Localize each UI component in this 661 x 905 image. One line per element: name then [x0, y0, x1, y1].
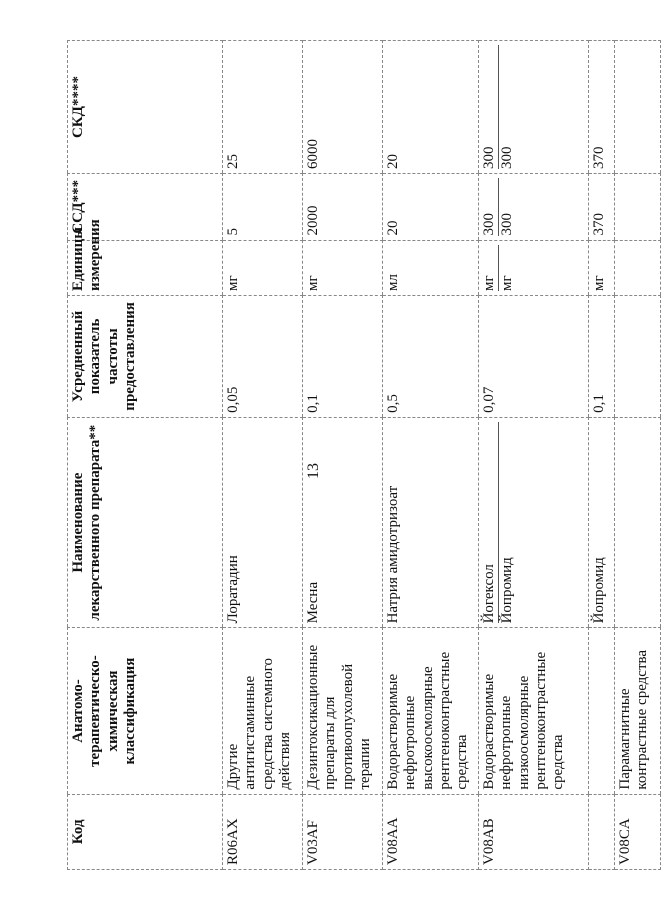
table-row	[615, 41, 661, 870]
row-drug-name: Натрия амидотризоат	[383, 417, 479, 628]
row-skd: 20	[383, 41, 479, 174]
row-skd	[479, 41, 589, 174]
row-code: V08AA	[383, 794, 479, 869]
row-code: R06AX	[223, 794, 303, 869]
table-container	[67, 40, 651, 870]
table-row	[589, 41, 615, 870]
skd-item: 300	[481, 146, 497, 170]
row-code: V03AF	[303, 794, 383, 869]
header-skd: СКД****	[68, 41, 223, 174]
row-ssd	[479, 174, 589, 240]
row-freq: 0,07	[479, 295, 589, 417]
row-drug-name: Месна	[303, 417, 383, 628]
page-number: 13	[305, 463, 322, 479]
header-freq: Усредненный показатель частоты предоставления	[68, 295, 223, 417]
row-skd	[615, 41, 661, 174]
row-unit	[479, 240, 589, 295]
drug-table	[67, 40, 661, 870]
row-atc: Дезинтоксикационные препараты для противоопухолевой терапии	[303, 628, 383, 794]
row-freq	[615, 295, 661, 417]
row-unit	[615, 240, 661, 295]
row-code	[589, 794, 615, 869]
row-skd: 370	[589, 41, 615, 174]
table-row	[223, 41, 303, 870]
row-skd: 25	[223, 41, 303, 174]
row-unit: мл	[383, 240, 479, 295]
table-row	[383, 41, 479, 870]
row-ssd	[615, 174, 661, 240]
header-name: Наименование лекарственного препарата**	[68, 417, 223, 628]
header-atc: Анатомо-терапевтическо-химическая классификация	[68, 628, 223, 794]
ssd-item: 300	[498, 178, 516, 235]
row-atc: Парамагнитные контрастные средства	[615, 628, 661, 794]
row-ssd: 370	[589, 174, 615, 240]
row-atc: Водорастворимые нефротропные высокоосмолярные рентгеноконтрастные средства	[383, 628, 479, 794]
table-row	[479, 41, 589, 870]
row-ssd: 2000	[303, 174, 383, 240]
unit-item: мг	[481, 275, 497, 291]
ssd-item: 300	[481, 213, 497, 236]
drug-name-item: Йопромид	[498, 422, 516, 624]
row-freq: 0,1	[303, 295, 383, 417]
row-unit: мг	[223, 240, 303, 295]
row-freq: 0,1	[589, 295, 615, 417]
skd-item: 300	[498, 45, 516, 169]
row-unit: мг	[303, 240, 383, 295]
row-ssd: 5	[223, 174, 303, 240]
row-atc: Другие антигистаминные средства системного действия	[223, 628, 303, 794]
header-ssd: ССД***	[68, 174, 223, 240]
header-row	[68, 41, 223, 870]
header-code: Код	[68, 794, 223, 869]
row-freq: 0,5	[383, 295, 479, 417]
row-skd: 6000	[303, 41, 383, 174]
row-atc: Водорастворимые нефротропные низкоосмолярные рентгеноконтрастные средства	[479, 628, 589, 794]
unit-item: мг	[498, 245, 516, 291]
row-code: V08AB	[479, 794, 589, 869]
row-atc	[589, 628, 615, 794]
table-row	[303, 41, 383, 870]
row-code: V08CA	[615, 794, 661, 869]
drug-name-item: Йогексол	[481, 564, 497, 624]
row-drug-name	[479, 417, 589, 628]
row-unit: мг	[589, 240, 615, 295]
header-unit: Единицы измерения	[68, 240, 223, 295]
row-drug-name: Лоратадин	[223, 417, 303, 628]
row-ssd: 20	[383, 174, 479, 240]
row-drug-name	[615, 417, 661, 628]
row-drug-name: Йопромид	[589, 417, 615, 628]
row-freq: 0,05	[223, 295, 303, 417]
